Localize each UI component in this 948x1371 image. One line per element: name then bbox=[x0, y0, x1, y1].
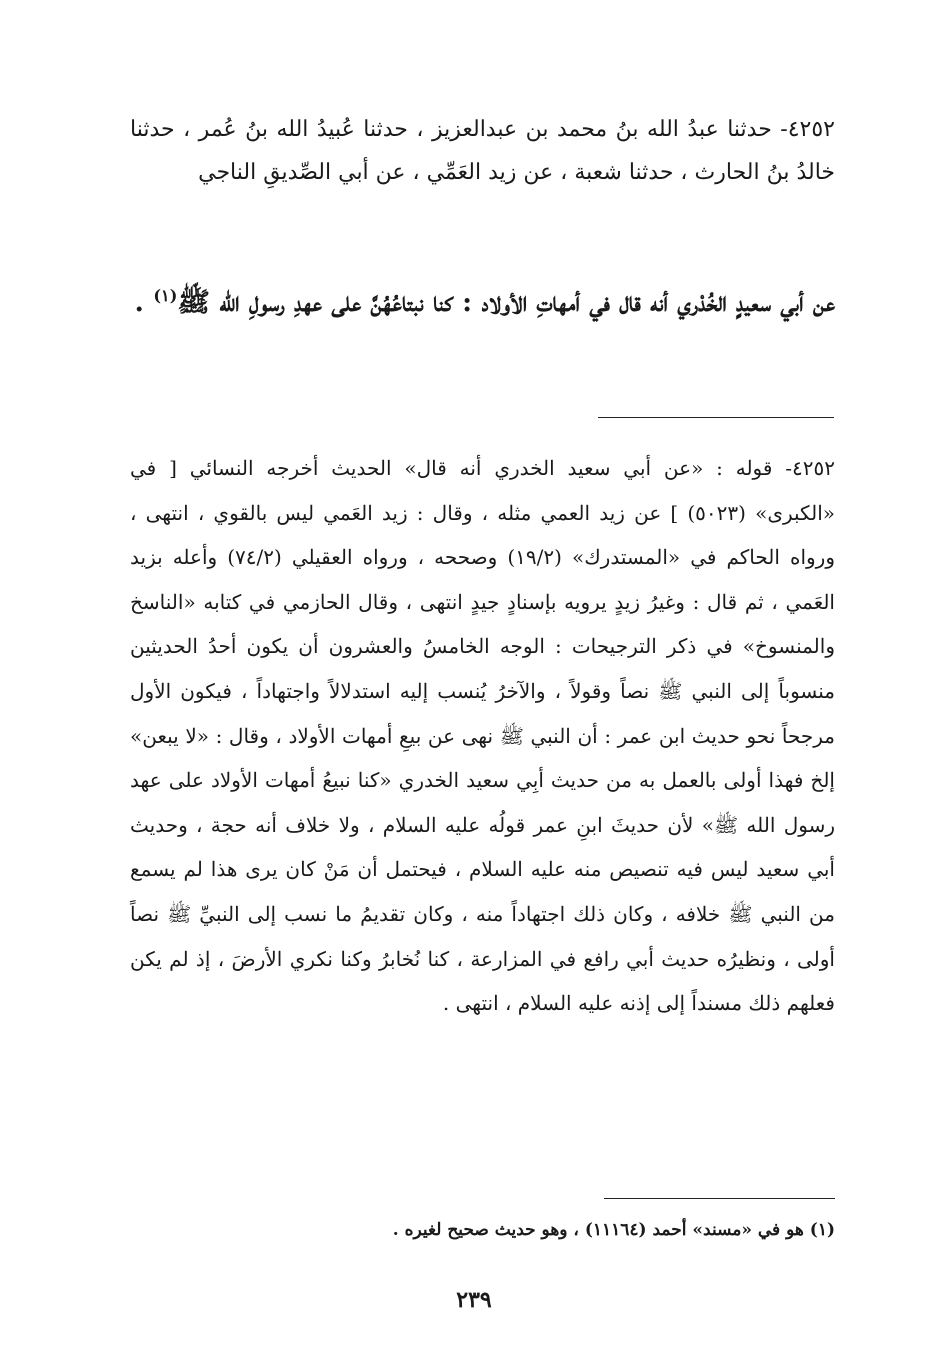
page-number: ٢٣٩ bbox=[456, 1287, 492, 1313]
footnote-separator-rule bbox=[604, 1198, 835, 1199]
footnote-reference: (١) bbox=[153, 286, 178, 305]
hadith-isnad: ٤٢٥٢- حدثنا عبدُ الله بنُ محمد بن عبدالعزيز ، حدثنا عُبيدُ الله بنُ عُمر ، حدثنا خالدُ بنُ الحارث ، حدثنا شعبة ، عن زيد العَمِّي ، عن أبي الصِّديقِ الناجي bbox=[130, 117, 835, 185]
commentary-text: ٤٢٥٢- قوله : «عن أبي سعيد الخدري أنه قال» الحديث أخرجه النسائي [ في «الكبرى» (٥٠٢٣) ] عن زيد العمي مثله ، وقال : زيد العَمي ليس بالقوي ، انتهى ، ورواه الحاكم في «المستدرك» (١٩/٢) وصححه ، ورواه العقيلي (٧٤/٢) وأعله بزيد العَمي ، ثم قال : وغيرُ زيدٍ يرويه بإسنادٍ جيدٍ انتهى ، وقال الحازمي في كتابه «الناسخ والمنسوخ» في ذكر الترجيحات : الوجه الخامسُ والعشرون أن يكون أحدُ الحديثين منسوباً إلى النبي ﷺ نصاً وقولاً ، والآخرُ يُنسب إليه استدلالاً واجتهاداً ، فيكون الأول مرجحاً نحو حديث ابن عمر : أن النبي ﷺ نهى عن بيعِ أمهات الأولاد ، وقال : «لا يبعن» إلخ فهذا أولى بالعمل به من حديث أبِي سعيد الخدري «كنا نبيعُ أمهات الأولاد على عهد رسول الله ﷺ» لأن حديثَ ابنِ عمر قولُه عليه السلام ، ولا خلاف أنه حجة ، وحديث أبي سعيد ليس فيه تنصيص منه عليه السلام ، فيحتمل أن مَنْ كان يرى هذا لم يسمع من النبي ﷺ خلافه ، وكان ذلك اجتهاداً منه ، وكان تقديمُ ما نسب إلى النبيِّ ﷺ نصاً أولى ، ونظيرُه حديث أبي رافع في المزارعة ، كنا نُخابرُ وكنا نكري الأرضَ ، إذ لم يكن فعلهم ذلك مسنداً إلى إذنه عليه السلام ، انتهى . bbox=[130, 456, 836, 1016]
hadith-matn: عن أبي سعيدٍ الخُدْري أنه قال في أمهاتِ الأولاد : كنا نبتاعُهُنَّ على عهدِ رسولِ الله ﷺ bbox=[177, 287, 835, 318]
hadith-matn-paragraph bbox=[130, 268, 835, 331]
footnote-text: (١) هو في «مسند» أحمد (١١١٦٤) ، وهو حديث صحيح لغيره . bbox=[392, 1220, 835, 1240]
separator-rule bbox=[598, 417, 834, 418]
matn-end-punctuation: . bbox=[134, 287, 154, 318]
